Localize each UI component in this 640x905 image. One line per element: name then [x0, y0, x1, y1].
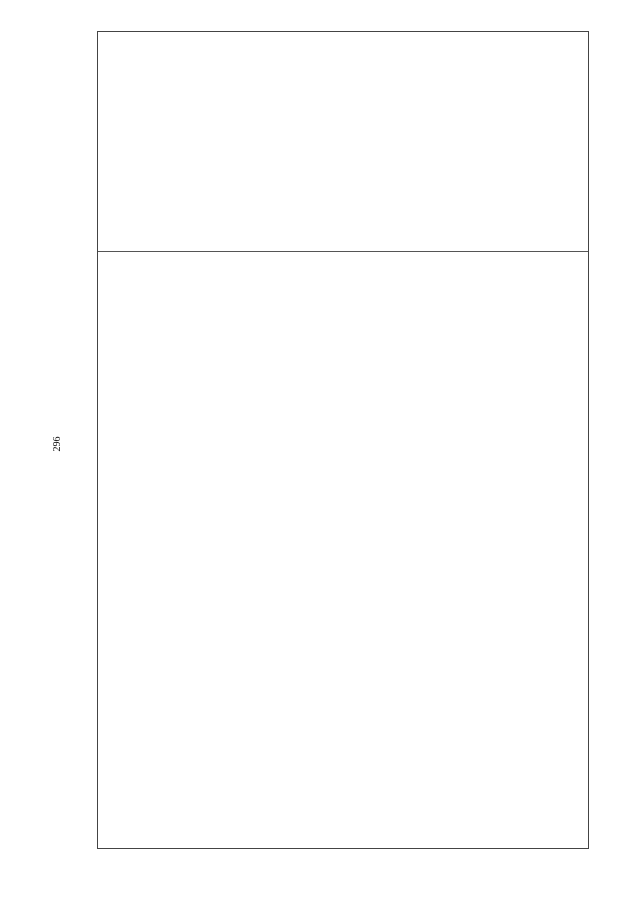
- page-number: 296: [52, 436, 63, 452]
- regulation-text-cell: [0, 0, 206, 486]
